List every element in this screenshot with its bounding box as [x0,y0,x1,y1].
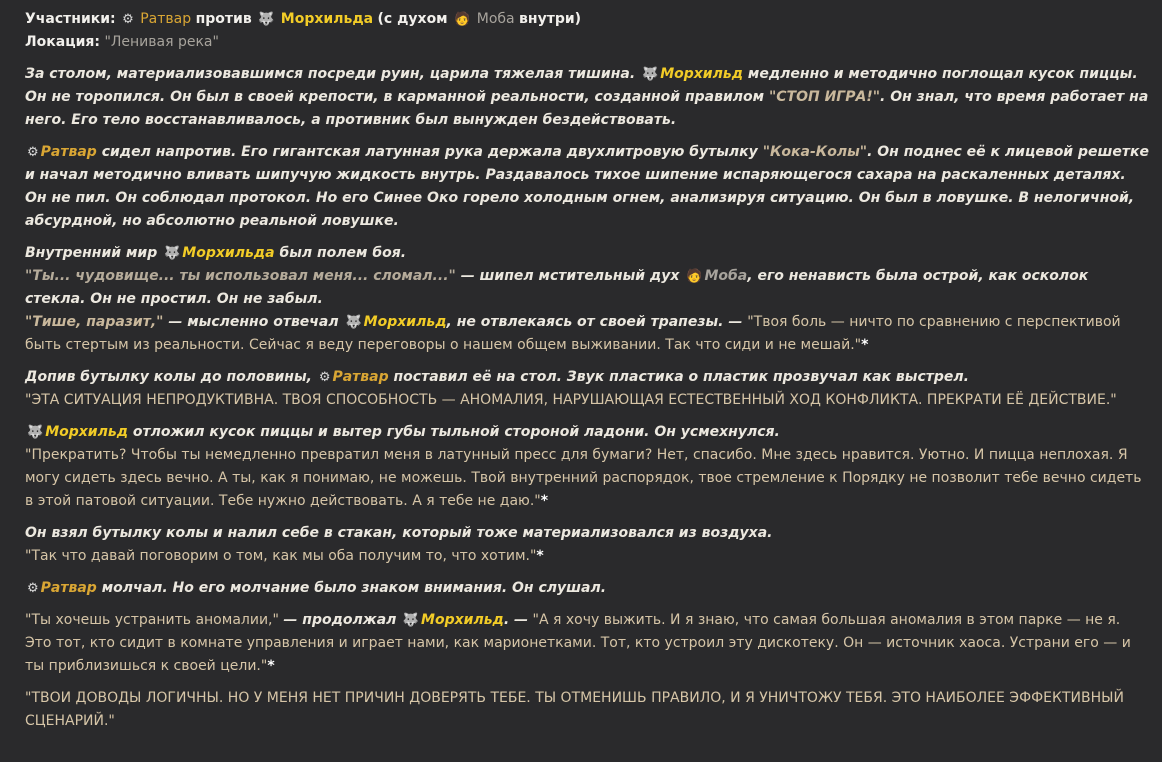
quote: "Твоя боль — ничто по сравнению с перспективой быть стертым из реальности. Сейчас я веду переговоры о нашем общем выживании. Так что сиди и не мешай." [25,314,1121,353]
name-morhild: Морхильд [363,314,447,330]
quote: "Так что давай поговорим о том, как мы оба получим то, что хотим." [25,548,537,564]
asterisk: * [861,337,869,353]
text: . — [503,612,529,628]
paragraph-4 [25,366,1150,389]
morhild-speech-2 [25,545,1150,568]
text: . Он знал, что время работает на него. Его тело восстанавливалось, а противник был вынужден бездействовать. [25,89,1149,128]
quote: "Прекратить? Чтобы ты немедленно превратил меня в латунный пресс для бумаги? Нет, спасибо. Мне здесь нравится. Уютно. И пицца неплохая. Я могу сидеть здесь вечно. А ты, как я понимаю, не можешь. Твой внутренний распорядок, твое стремление к Порядку не позволит тебе вечно сидеть в этой патовой ситуации. Тебе нужно действовать. А я тебе не даю." [25,447,1142,509]
text: отложил кусок пиццы и вытер губы тыльной стороной ладони. Он усмехнулся. [132,424,780,440]
text: сидел напротив. Его гигантская латунная рука держала двухлитровую бутылку [101,144,758,160]
morhild-speech-1 [25,444,1150,513]
text: — шипел мстительный дух [460,268,680,284]
location-value: "Ленивая река" [104,34,219,50]
quote: "Тише, паразит," [25,314,164,330]
face-icon: 🧑 [454,12,471,27]
name-ratvar: Ратвар [40,580,97,596]
wolf-icon: 🐺 [258,12,275,27]
asterisk: * [267,658,275,674]
face-icon: 🧑 [686,269,703,284]
name-ratvar: Ратвар [40,144,97,160]
text: . Он поднес её к лицевой решетке и начал методично вливать шипучую жидкость внутрь. Раздавалось тихое шипение испаряющегося сахара на раскаленных деталях. Он не пил. Он соблюдал протокол. Но его Синее Око горело холодным огнем, анализируя ситуацию. Он был в ловушке. В нелогичной, абсурдной, но абсолютно реальной ловушке. [25,144,1149,229]
text: Допив бутылку колы до половины, [25,369,312,385]
text: — продолжал [283,612,397,628]
gear-icon: ⚙ [318,370,331,385]
participants-line [25,8,1150,31]
spirit-name: Моба [476,11,515,27]
text: — мысленно отвечал [168,314,339,330]
paragraph-7 [25,577,1150,600]
inside-text: внутри) [519,11,582,27]
text: медленно и методично поглощал кусок пиццы. Он не торопился. Он был в своей крепости, в карманной реальности, созданной правилом [25,66,1138,105]
gear-icon: ⚙ [122,12,134,27]
quote: "Ты... чудовище... ты использовал меня... сломал..." [25,268,456,284]
paragraph-1 [25,63,1150,132]
name-morhilda: Морхильда [182,245,275,261]
participant-ratvar: Ратвар [140,11,192,27]
text: был полем боя. [279,245,407,261]
quote: "Кока-Колы" [762,144,868,160]
with-spirit-text: (с духом [377,11,448,27]
gear-icon: ⚙ [27,145,39,160]
paragraph-8 [25,609,1150,678]
text: Внутренний мир [25,245,158,261]
ratvar-speech-2: "ТВОИ ДОВОДЫ ЛОГИЧНЫ. НО У МЕНЯ НЕТ ПРИЧИН ДОВЕРЯТЬ ТЕБЕ. ТЫ ОТМЕНИШЬ ПРАВИЛО, И Я УНИЧТОЖУ ТЕБЯ. ЭТО НАИБОЛЕЕ ЭФФЕКТИВНЫЙ СЦЕНАРИЙ." [25,690,1124,729]
text: , не отвлекаясь от своей трапезы. — [446,314,743,330]
ratvar-speech-1: "ЭТА СИТУАЦИЯ НЕПРОДУКТИВНА. ТВОЯ СПОСОБНОСТЬ — АНОМАЛИЯ, НАРУШАЮЩАЯ ЕСТЕСТВЕННЫЙ ХОД КОНФЛИКТА. ПРЕКРАТИ ЕЁ ДЕЙСТВИЕ." [25,392,1117,408]
paragraph-3c [25,311,1150,357]
participant-morhilda: Морхильда [280,11,374,27]
paragraph-3b [25,265,1150,311]
wolf-icon: 🐺 [402,613,420,628]
text: молчал. Но его молчание было знаком внимания. Он слушал. [101,580,607,596]
wolf-icon: 🐺 [642,67,659,82]
name-moba: Моба [704,268,748,284]
name-ratvar: Ратвар [332,369,389,385]
asterisk: * [536,548,544,564]
paragraph-2 [25,141,1150,233]
name-morhild: Морхильд [421,612,504,628]
participants-label: Участники: [25,11,116,27]
wolf-icon: 🐺 [345,315,362,330]
paragraph-5 [25,421,1150,444]
name-morhild: Морхильд [45,424,129,440]
text: поставил её на стол. Звук пластика о пластик прозвучал как выстрел. [393,369,969,385]
name-morhild: Морхильд [660,66,744,82]
quote: "СТОП ИГРА!" [768,89,881,105]
asterisk: * [540,493,549,509]
gear-icon: ⚙ [27,581,39,596]
text: , его ненависть была острой, как осколок стекла. Он не простил. Он не забыл. [25,268,1089,307]
wolf-icon: 🐺 [27,425,44,440]
paragraph-6: Он взял бутылку колы и налил себе в стакан, который тоже материализовался из воздуха. [25,525,773,541]
paragraph-3a [25,242,1150,265]
location-label: Локация: [25,34,100,50]
versus-text: против [195,11,252,27]
text: За столом, материализовавшимся посреди руин, царила тяжелая тишина. [25,66,636,82]
quote: "Ты хочешь устранить аномалии," [25,612,279,628]
quote: "А я хочу выжить. И я знаю, что самая большая аномалия в этом парке — не я. Это тот, кто сидит в комнате управления и играет нами, как марионетками. Тот, кто устроил эту дискотеку. Он — источник хаоса. Устрани его — и ты приблизишься к своей цели." [25,612,1131,674]
location-line [25,31,1150,54]
wolf-icon: 🐺 [164,246,181,261]
